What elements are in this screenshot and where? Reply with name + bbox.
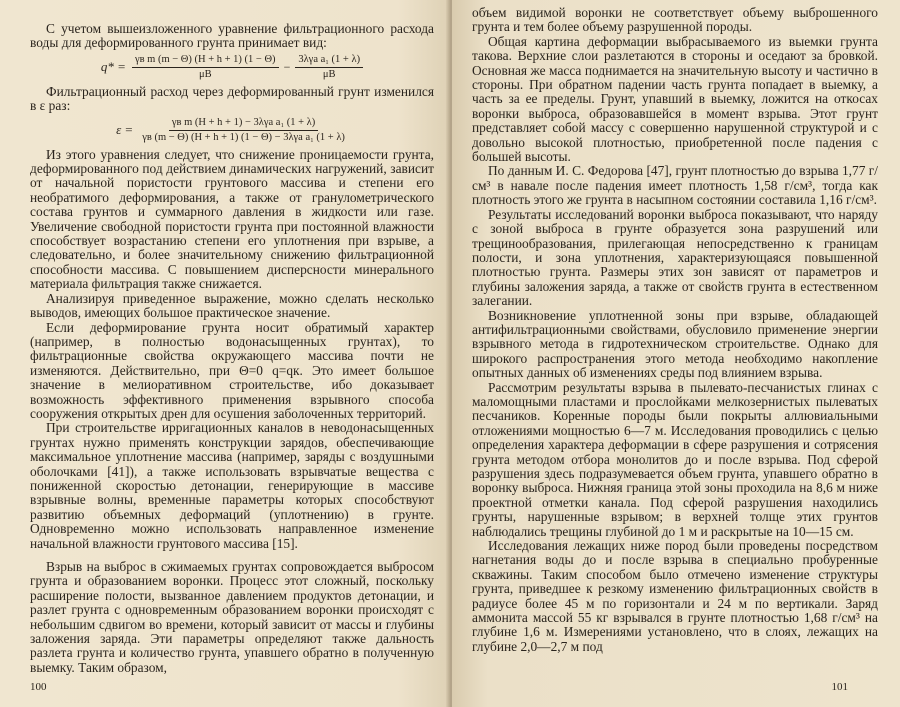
page-number: 101 — [831, 681, 848, 693]
paragraph: Рассмотрим результаты взрыва в пылевато-песчанистых глинах с маломощными пластами и прослойками мелкозернистых пылеватых песчаников. Коренные породы были покрыты аллювиальными отложениями мощностью 6—7 м. Исследования проводились с целью определения характера деформации в сфере разрушения и сотрясения грунта методом отбора монолитов до и после взрыва. Под сферой разрушения здесь подразумевается объем грунта, упавшего обратно в воронку выброса. Нижняя граница этой зоны проходила на 8,6 м ниже проектной отметки канала. Под сферой разрушения находились грунты, нарушенные взрывом; в верхней толще этих грунтов наблюдались трещины глубиной до 1 м и раскрытые на 10—15 см. — [472, 379, 878, 539]
paragraph: При строительстве ирригационных каналов в неводонасыщенных грунтах нужно применять конструкции зарядов, обеспечивающие максимальное уплотнение массива (например, заряды с воздушными оболочками [41]), а также использовать взрывчатые вещества с пониженной скоростью детонации, генерирующие в массиве взрывные волны, временные параметры которых способствуют развитию объемных деформаций (уплотнению) в грунте. Одновременно можно использовать направленное изменение начальной влажности грунтового массива [15]. — [30, 420, 434, 551]
fraction-denominator: γв (m − Θ) (H + h + 1) (1 − Θ) − 3λγа a₁ (1 + λ) — [142, 131, 345, 143]
fraction — [295, 54, 363, 81]
paragraph: Из этого уравнения следует, что снижение проницаемости грунта, деформированного под действием динамических нагружений, зависит от начальной пористости грунтового массива и степени его необратимого деформирования, а также от гранулометрического состава грунтов и суммарного давления в жидкости или газе. Увеличение свободной пористости грунта при постоянной влажности способствует возрастанию степени его уплотнения при взрыве, а следовательно, и более значительному снижению фильтрационной способности массива. С повышением дисперсности минерального материала фильтрация также снижается. — [30, 146, 434, 292]
right-page — [452, 0, 900, 707]
fraction — [132, 54, 279, 81]
paragraph: Общая картина деформации выбрасываемого из выемки грунта такова. Верхние слои разлетаются в стороны и оседают за бровкой. Основная же масса поднимается на значительную высоту и частично в стороны. При обратном падении часть грунта попадает в выемку, а часть за ее пределы. Грунт, упавший в выемку, ложится на откосах воронки выброса, образовавшейся в момент взрыва. Этот грунт представляет собой массу с совершенно нарушенной структурой и с довольно высокой плотностью, приобретенной после падения с большей высоты. — [472, 33, 878, 165]
fraction-numerator: γв m (H + h + 1) − 3λγа a₁ (1 + λ) — [169, 117, 318, 131]
paragraph: Взрыв на выброс в сжимаемых грунтах сопровождается выбросом грунта и образованием воронки. Процесс этот сложный, поскольку расширение полости, вызванное давлением продуктов детонации, и разлет грунта с одновременным образованием воронки происходят с небольшим сдвигом во времени, который зависит от массы и глубины заложения заряда. Эти параметры определяют также дальность разлета грунта и количество грунта, упавшего обратно в полученную выемку. Таким образом, — [30, 559, 434, 675]
formula-epsilon — [30, 117, 434, 144]
fraction — [139, 117, 348, 144]
paragraph: Результаты исследований воронки выброса показывают, что наряду с зоной выброса в грунте образуется зона разрушений или трещинообразования, прилегающая непосредственно к границам полости, и зона уплотнения, характеризующаяся повышенной плотностью грунта. Размеры этих зон зависят от параметров и глубины заложения заряда, а также от свойств грунта в естественном залегании. — [472, 206, 878, 309]
paragraph: Фильтрационный расход через деформированный грунт изменился в ε раз: — [30, 83, 434, 114]
page-number: 100 — [30, 681, 47, 693]
formula-lhs: q* = — [100, 59, 126, 75]
formula-q-star — [30, 54, 434, 81]
formula-operator: − — [283, 60, 291, 75]
paragraph: По данным И. С. Федорова [47], грунт плотностью до взрыва 1,77 г/см³ в навале после падения имеет плотность 1,58 г/см³, тогда как плотность этого же грунта в насыпном состоянии составила 1,16 г/см³. — [472, 163, 878, 208]
paragraph: Если деформирование грунта носит обратимый характер (например, в полностью водонасыщенных грунтах), то фильтрационные свойства окружающего массива почти не изменяются. Действительно, при Θ=0 q=qк. Это имеет большое значение в мелиоративном строительстве, ибо доказывает возможность эффективного применения взрывного способа сооружения открытых дрен для осушения заболоченных территорий. — [30, 319, 434, 421]
paragraph: Возникновение уплотненной зоны при взрыве, обладающей антифильтрационными свойствами, обусловило применение энергии взрывного метода в гидротехническом строительстве. Однако для широкого распространения этого метода необходимо накопление опытных данных об изменениях среды под влиянием взрыва. — [472, 307, 878, 381]
paragraph: Анализируя приведенное выражение, можно сделать несколько выводов, имеющих большое практическое значение. — [30, 290, 434, 321]
paragraph: С учетом вышеизложенного уравнение фильтрационного расхода воды для деформированного грунта принимает вид: — [30, 21, 434, 51]
formula-lhs: ε = — [116, 122, 134, 138]
fraction-denominator: μВ — [322, 68, 336, 80]
fraction-denominator: μВ — [198, 68, 212, 80]
fraction-numerator: γв m (m − Θ) (H + h + 1) (1 − Θ) — [132, 54, 279, 68]
paragraph: Исследования лежащих ниже пород были проведены посредством нагнетания воды до и после взрыва в специально пробуренные скважины. Таким способом было отмечено изменение структуры грунта, приведшее к резкому изменению фильтрационных свойств в радиусе более 45 м по горизонтали и 24 м по вертикали. Заряд аммонита массой 55 кг взрывался в грунте плотностью 1,68 г/см³ на глубине 1,6 м. Измерениями установлено, что в слоях, лежащих на глубине 2,0—2,7 м под — [472, 538, 878, 654]
paragraph: объем видимой воронки не соответствует объему выброшенного грунта и тем более объему разрушенной породы. — [472, 5, 878, 35]
fraction-numerator: 3λγа a₁ (1 + λ) — [295, 54, 363, 68]
